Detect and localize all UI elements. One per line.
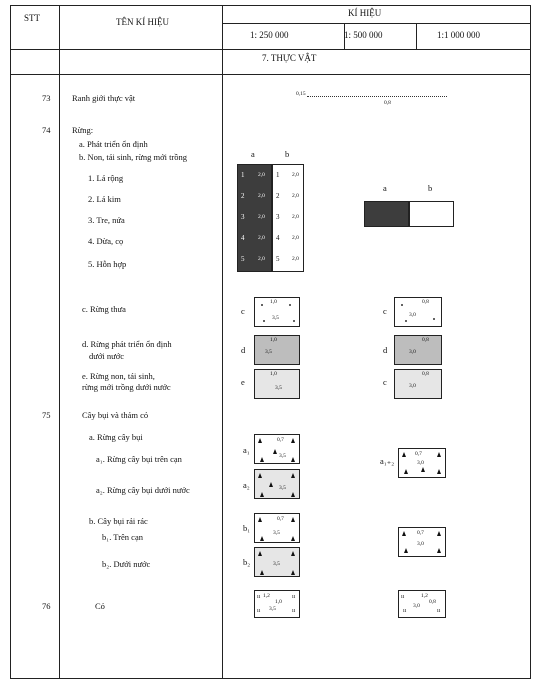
scattered-small-val-07: 0,7 — [417, 530, 424, 536]
sparse-small-val-08: 0,8 — [422, 299, 429, 305]
underwater-forest-swatch — [254, 335, 300, 365]
sparse-val-35: 3,5 — [272, 315, 279, 321]
yu-small-val-08: 0,8 — [422, 371, 429, 377]
stt-76: 76 — [42, 601, 51, 611]
label-d: d — [241, 345, 246, 355]
val-1a: 2,0 — [258, 172, 265, 178]
col-label-b-small: b — [428, 183, 433, 193]
val-3a: 2,0 — [258, 214, 265, 220]
header-symbol: KÍ HIỆU — [348, 8, 382, 18]
name-forest: Rừng: — [72, 125, 94, 135]
val-4a: 2,0 — [258, 235, 265, 241]
col-divider-scale-2 — [416, 23, 417, 49]
scattered-land-val-07: 0,7 — [277, 516, 284, 522]
scattered-small-swatch — [398, 527, 446, 557]
uw-val-35: 3,5 — [265, 349, 272, 355]
label-a12: a₁₊₂ — [380, 456, 395, 466]
shrub-small-val-07: 0,7 — [415, 451, 422, 457]
scattered-water-val-35: 3,5 — [273, 561, 280, 567]
label-e-small: c — [383, 377, 387, 387]
uw-small-val-30: 3,0 — [409, 349, 416, 355]
label-a2: a₂ — [243, 480, 250, 490]
digit-1a: 1 — [241, 171, 245, 179]
shrub-small-val-30: 3,0 — [417, 460, 424, 466]
shrub-land-val-35: 3,5 — [279, 453, 286, 459]
shrub-water-val-35: 3,5 — [279, 485, 286, 491]
val-2b: 2,0 — [292, 193, 299, 199]
digit-3a: 3 — [241, 213, 245, 221]
item-conifer: 2. Lá kim — [88, 194, 121, 204]
stt-73: 73 — [42, 93, 51, 103]
digit-2a: 2 — [241, 192, 245, 200]
col-label-a-small: a — [383, 183, 387, 193]
label-d-small: d — [383, 345, 388, 355]
grass-small-val-30: 3,0 — [413, 603, 420, 609]
yu-val-35: 3,5 — [275, 385, 282, 391]
grass-swatch: 1,2 1,0 3,5 ıı ıı ıı ıı — [254, 590, 300, 618]
col-divider-name — [222, 6, 223, 678]
shrub-b1: b₁. Trên cạn — [102, 532, 143, 542]
grass-val-12: 1,2 — [263, 593, 270, 599]
shrub-a2: a₂. Rừng cây bụi dưới nước — [96, 485, 190, 495]
val-4b: 2,0 — [292, 235, 299, 241]
header-scale-1m: 1:1 000 000 — [437, 30, 481, 40]
shrub-b2: b₂. Dưới nước — [102, 559, 151, 569]
stt-75: 75 — [42, 410, 51, 420]
digit-4b: 4 — [276, 234, 280, 242]
young-underwater-line1: e. Rừng non, tái sinh, — [82, 371, 155, 381]
digit-5a: 5 — [241, 255, 245, 263]
sparse-forest: c. Rừng thưa — [82, 304, 126, 314]
grass-small-swatch: 1,2 0,8 3,0 ıı ıı ıı — [398, 590, 446, 618]
header-stt: STT — [24, 13, 41, 23]
sparse-forest-swatch — [254, 297, 300, 327]
val-5b: 2,0 — [292, 256, 299, 262]
grass-small-val-12: 1,2 — [421, 593, 428, 599]
scattered-water-swatch — [254, 547, 300, 577]
shrub-land-val-07: 0,7 — [277, 437, 284, 443]
name-grass: Cỏ — [95, 601, 105, 611]
val-3b: 2,0 — [292, 214, 299, 220]
col-label-a: a — [251, 149, 255, 159]
col-label-b: b — [285, 149, 290, 159]
forest-young-small-swatch — [409, 201, 454, 227]
digit-3b: 3 — [276, 213, 280, 221]
label-c-small: c — [383, 306, 387, 316]
yu-small-val-30: 3,0 — [409, 383, 416, 389]
stt-74: 74 — [42, 125, 51, 135]
shrub-small-swatch — [398, 448, 446, 478]
yu-val-10: 1,0 — [270, 371, 277, 377]
item-bamboo: 3. Tre, nứa — [88, 215, 125, 225]
sparse-small-val-30: 3,0 — [409, 312, 416, 318]
sparse-forest-small-swatch — [394, 297, 442, 327]
item-broadleaf: 1. Lá rộng — [88, 173, 124, 183]
shrub-b: b. Cây bụi rải rác — [89, 516, 148, 526]
young-underwater-small-swatch — [394, 369, 442, 399]
scattered-small-val-30: 3,0 — [417, 541, 424, 547]
sparse-val-10: 1,0 — [270, 299, 277, 305]
digit-1b: 1 — [276, 171, 280, 179]
label-b1: b₁ — [243, 523, 251, 533]
underwater-forest-line2: dưới nước — [89, 351, 124, 361]
shrub-land-swatch — [254, 434, 300, 464]
row-divider-header — [11, 49, 530, 50]
boundary-dotted-line — [307, 96, 447, 97]
row-divider-section — [11, 74, 530, 75]
val-2a: 2,0 — [258, 193, 265, 199]
measure-015: 0,15 — [296, 91, 306, 97]
measure-08: 0,8 — [384, 100, 391, 106]
name-shrubs: Cây bụi và thảm cỏ — [82, 410, 149, 420]
header-scale-250k: 1: 250 000 — [250, 30, 289, 40]
digit-2b: 2 — [276, 192, 280, 200]
header-name: TÊN KÍ HIỆU — [116, 17, 169, 27]
uw-val-10: 1,0 — [270, 337, 277, 343]
label-c: c — [241, 306, 245, 316]
young-underwater-line2: rừng mới trồng dưới nước — [82, 382, 171, 392]
val-1b: 2,0 — [292, 172, 299, 178]
item-palm: 4. Dừa, cọ — [88, 236, 124, 246]
row-divider-symbol — [222, 23, 530, 24]
col-divider-stt — [59, 6, 60, 678]
forest-a: a. Phát triển ổn định — [79, 139, 148, 149]
header-scale-500k: 1: 500 000 — [344, 30, 383, 40]
uw-small-val-08: 0,8 — [422, 337, 429, 343]
label-a1: a₁ — [243, 445, 250, 455]
label-e: e — [241, 377, 245, 387]
scattered-land-val-35: 3,5 — [273, 530, 280, 536]
item-mixed: 5. Hỗn hợp — [88, 259, 127, 269]
grass-val-10: 1,0 — [275, 599, 282, 605]
val-5a: 2,0 — [258, 256, 265, 262]
shrub-water-swatch — [254, 469, 300, 499]
grass-small-val-08: 0,8 — [429, 599, 436, 605]
label-b2: b₂ — [243, 557, 251, 567]
grass-val-35: 3,5 — [269, 606, 276, 612]
name-vegetation-boundary: Ranh giới thực vật — [72, 93, 136, 103]
scattered-land-swatch — [254, 513, 300, 543]
digit-5b: 5 — [276, 255, 280, 263]
underwater-forest-small-swatch — [394, 335, 442, 365]
section-title: 7. THỰC VẬT — [262, 53, 317, 63]
shrub-a1: a₁. Rừng cây bụi trên cạn — [96, 454, 182, 464]
forest-b: b. Non, tái sinh, rừng mới trồng — [79, 152, 188, 162]
underwater-forest-line1: d. Rừng phát triển ổn định — [82, 339, 172, 349]
shrub-a: a. Rừng cây bụi — [89, 432, 143, 442]
forest-stable-small-swatch — [364, 201, 409, 227]
digit-4a: 4 — [241, 234, 245, 242]
young-underwater-swatch — [254, 369, 300, 399]
